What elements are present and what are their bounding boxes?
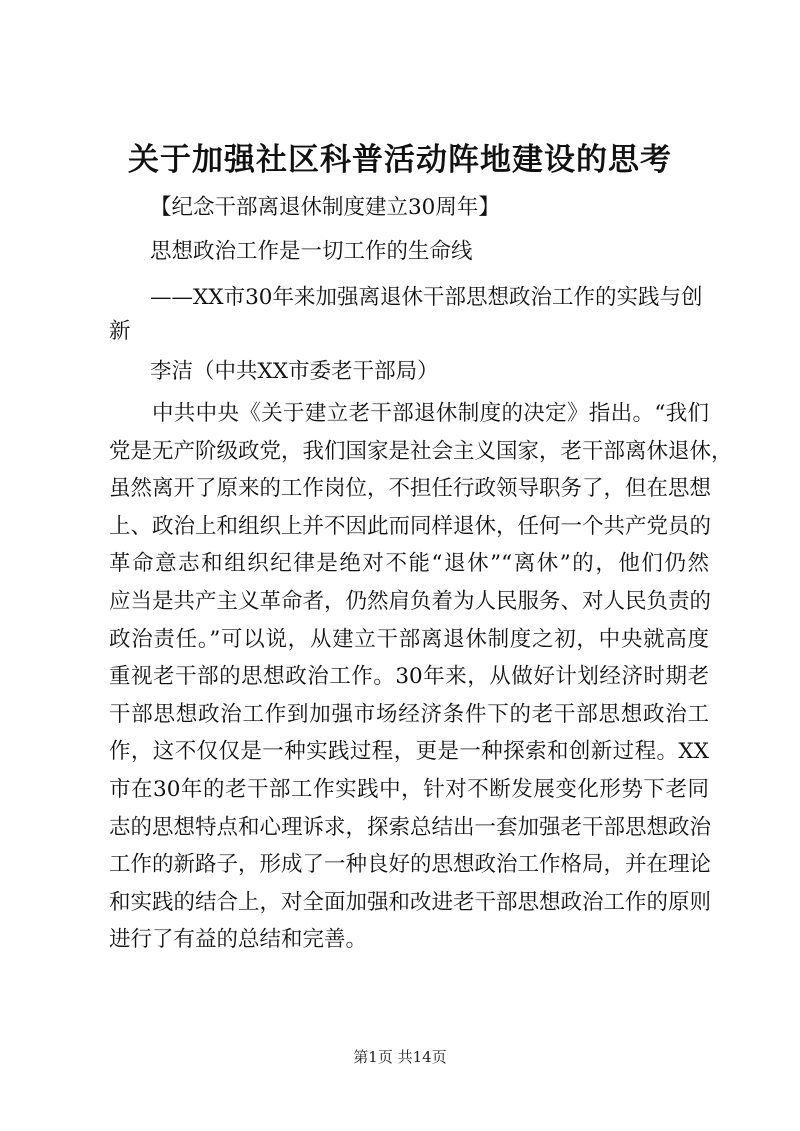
body-line: 进行了有益的总结和完善。 — [109, 927, 368, 953]
body-line: 政治责任。”可以说，从建立干部离退休制度之初，中央就高度 — [109, 626, 709, 652]
body-line: 革命意志和组织纪律是绝对不能“退休”“离休”的，他们仍然 — [109, 551, 709, 577]
body-paragraph — [109, 395, 733, 959]
body-line: 工作的新路子，形成了一种良好的思想政治工作格局，并在理论 — [109, 852, 712, 878]
section-subheading-line-2: 新 — [109, 319, 131, 344]
author-line: 李洁（中共XX市委老干部局） — [150, 359, 439, 384]
document-title: 关于加强社区科普活动阵地建设的思考 — [128, 142, 672, 178]
body-line: 应当是共产主义革命者，仍然肩负着为人民服务、对人民负责的 — [109, 588, 712, 614]
body-line: 重视老干部的思想政治工作。30年来，从做好计划经济时期老 — [109, 664, 709, 690]
section-subheading-line-1: ——XX市30年来加强离退休干部思想政治工作的实践与创 — [150, 285, 703, 310]
body-line: 市在30年的老干部工作实践中，针对不断发展变化形势下老同 — [109, 776, 709, 802]
body-line: 和实践的结合上，对全面加强和改进老干部思想政治工作的原则 — [109, 889, 712, 915]
body-line: 干部思想政治工作到加强市场经济条件下的老干部思想政治工 — [109, 701, 709, 727]
document-subtitle: 【纪念干部离退休制度建立30周年】 — [150, 195, 500, 220]
body-line: 志的思想特点和心理诉求，探索总结出一套加强老干部思想政治 — [109, 814, 712, 840]
body-line: 党是无产阶级政党，我们国家是社会主义国家，老干部离休退休， — [109, 438, 733, 464]
section-heading: 思想政治工作是一切工作的生命线 — [150, 239, 473, 264]
page-number: 第1页 共14页 — [353, 1048, 447, 1066]
body-line: 作，这不仅仅是一种实践过程，更是一种探索和创新过程。XX — [109, 739, 709, 765]
body-line: 中共中央《关于建立老干部退休制度的决定》指出。“我们 — [152, 401, 709, 426]
body-line: 虽然离开了原来的工作岗位，不担任行政领导职务了，但在思想 — [109, 476, 712, 502]
body-line: 上、政治上和组织上并不因此而同样退休，任何一个共产党员的 — [109, 513, 712, 539]
